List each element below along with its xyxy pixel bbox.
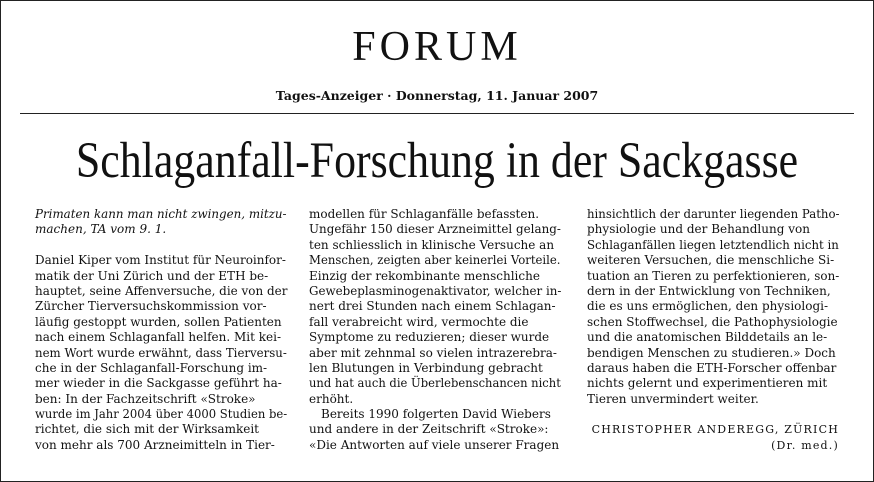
text-line: Primaten kann man nicht zwingen, mitzu- bbox=[35, 207, 287, 221]
text-line: «Die Antworten auf viele unserer Fragen bbox=[309, 437, 560, 452]
text-line: mer wieder in die Sackgasse geführt ha- bbox=[35, 376, 282, 391]
text-line: Einzig der rekombinante menschliche bbox=[309, 268, 540, 283]
text-line: physiologie und der Behandlung von bbox=[587, 222, 810, 237]
text-line: Tieren unvermindert weiter. bbox=[587, 391, 759, 406]
text-line: Schlaganfällen liegen letztendlich nicht in bbox=[587, 237, 839, 252]
text-line: matik der Uni Zürich und der ETH be- bbox=[35, 268, 269, 283]
text-line: ben: In der Fachzeitschrift «Stroke» bbox=[35, 391, 256, 406]
signature-line: (Dr. med.) bbox=[771, 438, 839, 452]
article-column-2 bbox=[309, 207, 561, 453]
text-line: Bereits 1990 folgerten David Wiebers bbox=[321, 407, 551, 422]
text-line: nichts gelernt und experimentieren mit bbox=[587, 376, 828, 391]
section-title: FORUM bbox=[352, 24, 522, 70]
text-line: nert drei Stunden nach einem Schlagan- bbox=[309, 299, 556, 314]
text-line: Symptome zu reduzieren; dieser wurde bbox=[309, 330, 550, 345]
text-line: ten schliesslich in klinische Versuche an bbox=[309, 237, 555, 252]
text-line: die es uns ermöglichen, den physiologi- bbox=[587, 299, 829, 314]
text-line: weiteren Versuchen, die menschliche Si- bbox=[587, 253, 835, 268]
dateline: Tages-Anzeiger · Donnerstag, 11. Januar 2007 bbox=[275, 88, 599, 103]
text-line: daraus haben die ETH-Forscher offenbar bbox=[587, 360, 837, 375]
article-column-3 bbox=[587, 207, 839, 453]
text-line: Gewebeplasminogenaktivator, welcher in- bbox=[309, 283, 562, 298]
text-line: Ungefähr 150 dieser Arzneimittel gelang- bbox=[309, 222, 561, 237]
text-line: hauptet, seine Affenversuche, die von der bbox=[35, 283, 288, 298]
text-line: Menschen, zeigten aber keinerlei Vorteile. bbox=[309, 253, 561, 268]
text-line: erhöht. bbox=[309, 391, 354, 406]
signature-line: CHRISTOPHER ANDEREGG, ZÜRICH bbox=[591, 423, 839, 437]
text-line: Zürcher Tierversuchskommission vor- bbox=[35, 299, 267, 314]
text-line: nach einem Schlaganfall helfen. Mit kei- bbox=[35, 330, 282, 345]
text-line: und hat auch die Überlebenschancen nicht bbox=[309, 376, 561, 391]
text-line bbox=[35, 238, 287, 253]
text-line: wurde im Jahr 2004 über 4000 Studien be- bbox=[35, 407, 288, 422]
headline: Schlaganfall-Forschung in der Sackgasse bbox=[75, 133, 799, 189]
text-line: aber mit zehnmal so vielen intrazerebra- bbox=[309, 345, 557, 360]
text-line: modellen für Schlaganfälle befassten. bbox=[309, 207, 540, 221]
article-column-1 bbox=[35, 207, 287, 453]
text-line: von mehr als 700 Arzneimitteln in Tier- bbox=[35, 437, 275, 452]
text-line: läufig gestoppt wurden, sollen Patienten bbox=[35, 314, 282, 329]
text-line: nem Wort wurde erwähnt, dass Tierversu- bbox=[35, 345, 287, 360]
text-line: Daniel Kiper vom Institut für Neuroinfor- bbox=[35, 253, 286, 268]
text-line: bendigen Menschen zu studieren.» Doch bbox=[587, 345, 836, 360]
text-line: hinsichtlich der darunter liegenden Patho- bbox=[587, 207, 840, 221]
text-line bbox=[587, 407, 839, 422]
text-line: richtet, die sich mit der Wirksamkeit bbox=[35, 422, 259, 437]
text-line: machen, TA vom 9. 1. bbox=[35, 222, 167, 237]
text-line: tuation an Tieren zu perfektionieren, son- bbox=[587, 268, 840, 283]
text-line: dern in der Entwicklung von Techniken, bbox=[587, 283, 831, 298]
text-line: len Blutungen in Verbindung gebracht bbox=[309, 360, 543, 375]
text-line: fall verabreicht wird, vermochte die bbox=[309, 314, 529, 329]
text-line: und andere in der Zeitschrift «Stroke»: bbox=[309, 422, 549, 437]
text-line: che in der Schlaganfall-Forschung im- bbox=[35, 360, 268, 375]
text-line: schen Stoffwechsel, die Pathophysiologie bbox=[587, 314, 838, 329]
divider bbox=[20, 113, 854, 114]
text-line: und die anatomischen Bilddetails an le- bbox=[587, 330, 828, 345]
